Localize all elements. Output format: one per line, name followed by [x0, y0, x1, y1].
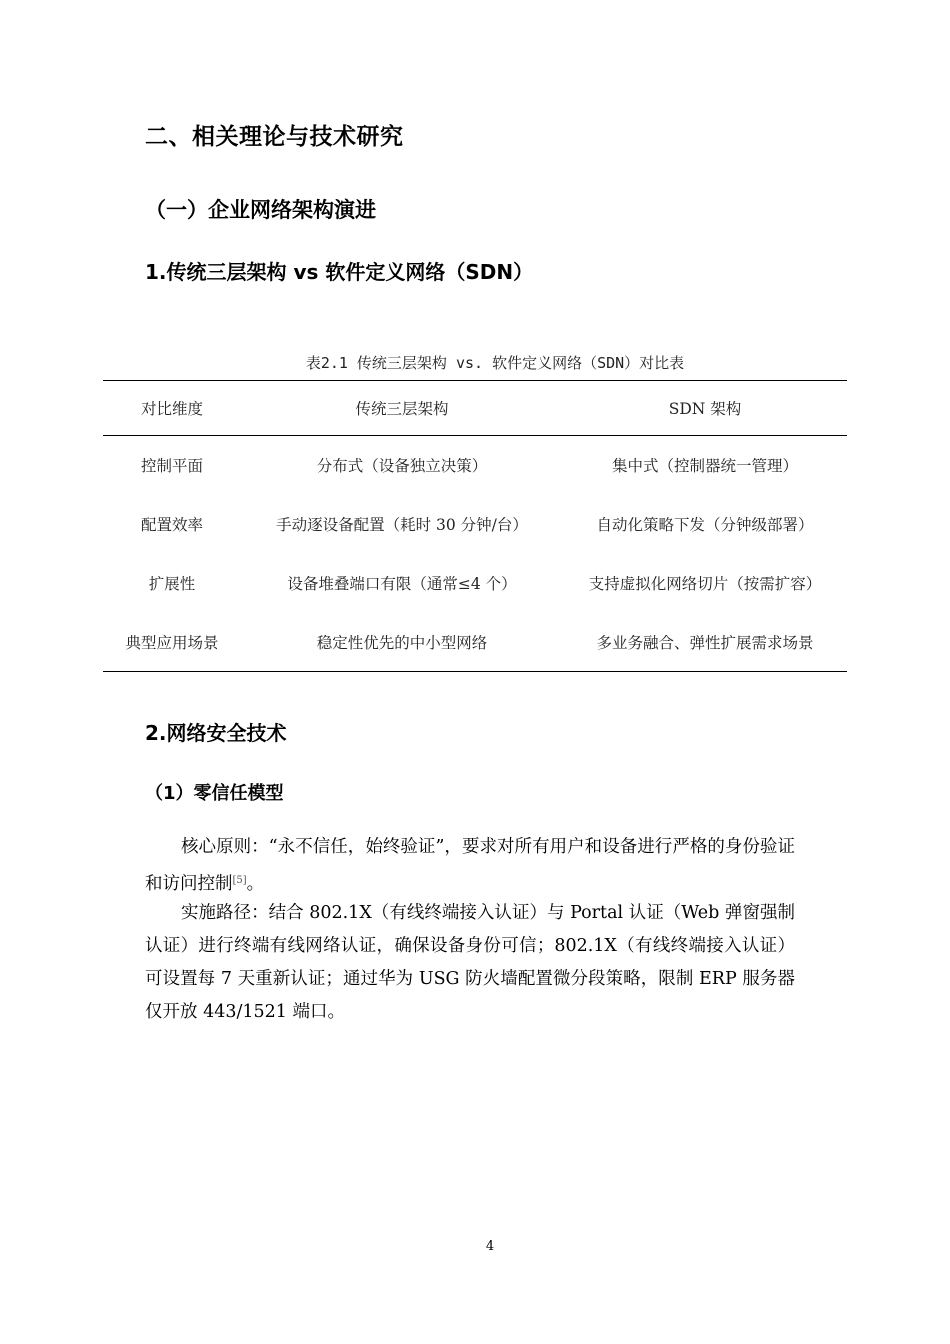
paragraph-end: 。 [246, 874, 265, 894]
table-caption: 表2.1 传统三层架构 vs. 软件定义网络（SDN）对比表 [305, 354, 685, 372]
table-cell: 分布式（设备独立决策） [316, 457, 488, 476]
paragraph-core-principle [145, 831, 795, 901]
table-cell: 控制平面 [140, 457, 203, 476]
table-cell: 扩展性 [148, 575, 196, 593]
item-heading: （1）零信任模型 [145, 783, 284, 804]
topic-heading-2: 2.网络安全技术 [145, 721, 287, 745]
citation-reference[interactable]: [5] [232, 875, 247, 886]
comparison-table [103, 380, 847, 672]
table-header-cell: SDN 架构 [563, 381, 847, 436]
table-cell: 手动逐设备配置（耗时 30 分钟/台） [276, 516, 528, 534]
table-row [103, 554, 847, 613]
paragraph-implementation [145, 897, 795, 1029]
table-cell: 典型应用场景 [103, 613, 241, 672]
section-heading: 二、相关理论与技术研究 [145, 124, 404, 150]
subsection-heading: （一）企业网络架构演进 [145, 198, 376, 222]
table-header-cell: 对比维度 [103, 381, 241, 436]
table-cell: 设备堆叠端口有限（通常≤4 个） [287, 575, 517, 593]
table-cell: 集中式（控制器统一管理） [611, 457, 798, 476]
table-row [103, 436, 847, 495]
table-cell: 多业务融合、弹性扩展需求场景 [563, 613, 847, 672]
paragraph-text: 实施路径：结合 802.1X（有线终端接入认证）与 Portal 认证（Web 弹窗强制认证）进行终端有线网络认证，确保设备身份可信；802.1X（有线终端接入认证）可设置每 7 天重新认证；通过华为 USG 防火墙配置微分段策略，限制 ERP 服务器仅开放 443/1521 端口。 [145, 903, 795, 1022]
topic-heading-1: 1.传统三层架构 vs 软件定义网络（SDN） [145, 260, 534, 284]
paragraph-text: 核心原则：“永不信任，始终验证”，要求对所有用户和设备进行严格的身份验证和访问控制 [145, 837, 795, 894]
table-cell: 配置效率 [140, 516, 203, 534]
table-header-row [103, 381, 847, 436]
table-header-cell: 传统三层架构 [241, 381, 563, 436]
table-cell: 自动化策略下发（分钟级部署） [596, 516, 814, 534]
page-number: 4 [485, 1239, 495, 1254]
table-cell: 稳定性优先的中小型网络 [241, 613, 563, 672]
table-row [103, 495, 847, 554]
table-cell: 支持虚拟化网络切片（按需扩容） [588, 575, 822, 593]
table-row [103, 613, 847, 672]
